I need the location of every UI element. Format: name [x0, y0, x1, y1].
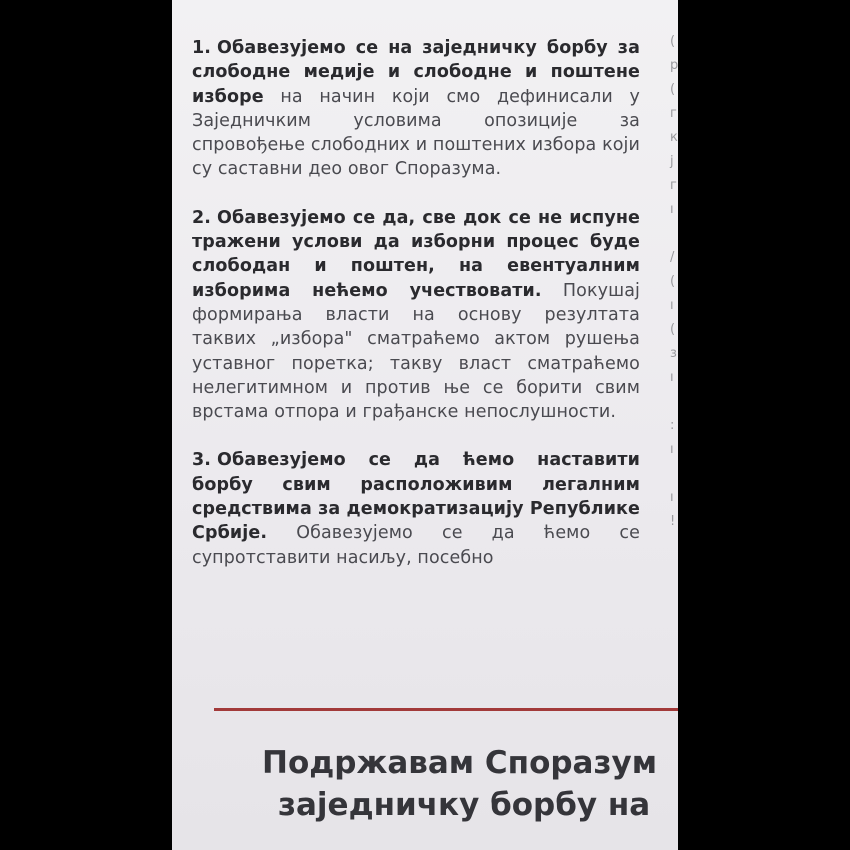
agreement-item-2	[192, 206, 640, 425]
document-page	[172, 0, 678, 850]
item-bold-text: Обавезујемо се на заједничку борбу за слободне медије и слободне и поштене изборе	[192, 38, 640, 107]
item-number: 1.	[192, 38, 212, 58]
item-number: 3.	[192, 450, 212, 471]
section-divider	[214, 708, 678, 711]
agreement-item-1	[192, 36, 640, 182]
item-bold-text: Обавезујемо се да, све док се не испуне тражени услови да изборни процес буде слободан и поштен, на евентуалним изборима нећемо учествовати.	[192, 207, 640, 301]
item-number: 2.	[192, 207, 212, 228]
footer-line-1: Подржавам Споразум	[262, 745, 658, 781]
footer-heading	[262, 742, 678, 826]
item-bold-text: Обавезујемо се да ћемо наставити борбу свим расположивим легалним средствима за демократизацију Републике Србије.	[192, 450, 640, 544]
item-body-text: на начин који смо дефинисали у Заједничким условима опозиције за спровођење слободних и поштених избора који су саставни део овог Споразума.	[192, 86, 640, 180]
footer-line-2: заједничку борбу на	[278, 787, 651, 823]
agreement-item-3	[192, 448, 640, 569]
item-body-text: Обавезујемо се да ћемо се супротставити насиљу, посебно	[192, 523, 640, 568]
cut-off-text-margin: ( р ( г к ј г ı / ( ı ( з ı : ı ı !	[670, 34, 678, 529]
agreement-text	[192, 36, 640, 587]
item-body-text: Покушај формирања власти на основу резултата таквих „избора" сматраћемо актом рушења уставног поретка; такву власт сматраћемо нелегитимном и против ње се борити свим врстама отпора и грађанске непослушности.	[192, 280, 640, 423]
